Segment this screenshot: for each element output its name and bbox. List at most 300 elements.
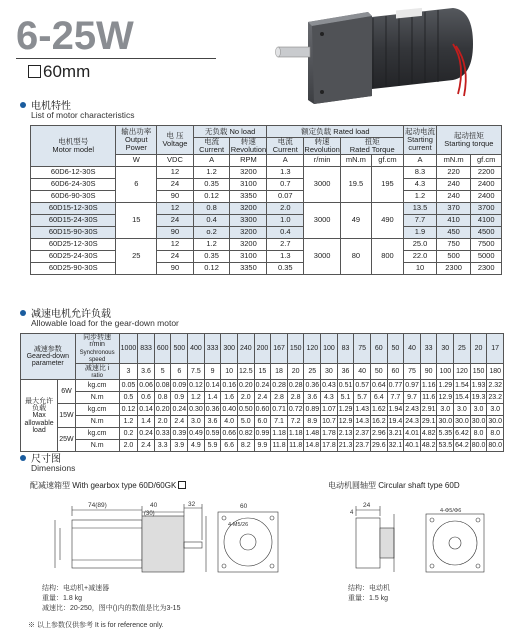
param-header: 减速参数 Geared-down parameter (21, 334, 76, 380)
ratio-cell: 3.6 (138, 364, 155, 380)
unit-cell: N.m (75, 416, 119, 428)
table-cell: 2.43 (404, 404, 421, 416)
load-row (21, 416, 504, 428)
table-cell: 7.7 (404, 214, 437, 226)
note-weight: 重量：1.8 kg (42, 595, 83, 602)
speed-cell: 40 (404, 334, 421, 364)
table-cell: 2.32 (487, 380, 504, 392)
speed-cell: 1000 (119, 334, 138, 364)
table-cell: 0.14 (204, 380, 221, 392)
table-cell: 14.3 (354, 416, 371, 428)
speed-cell: 50 (387, 334, 404, 364)
load-row (21, 380, 504, 392)
table-cell: 0.66 (221, 428, 238, 440)
table-cell: 90 (157, 226, 194, 238)
table-cell: 8.2 (237, 440, 254, 452)
table-cell: 1.43 (354, 404, 371, 416)
table-cell: 2300 (471, 262, 502, 274)
table-cell: 0.24 (171, 404, 188, 416)
table-cell: 0.14 (138, 404, 155, 416)
table-cell: 0.6 (138, 392, 155, 404)
table-cell: 14.8 (304, 440, 321, 452)
table-cell: 32.1 (387, 440, 404, 452)
speed-cell: 200 (254, 334, 271, 364)
table-cell: 11.6 (420, 392, 437, 404)
speed-cell: 833 (138, 334, 155, 364)
table-cell: 4.3 (404, 178, 437, 190)
table-cell: 0.20 (154, 404, 171, 416)
table-cell: 2.91 (420, 404, 437, 416)
table-cell: 12 (157, 238, 194, 250)
unit-cell: W (116, 154, 157, 166)
table-cell: 30.0 (487, 416, 504, 428)
table-cell: 90 (157, 190, 194, 202)
model-cell: 60D6-24-30S (31, 178, 116, 190)
shaft-notes (348, 584, 390, 604)
table-cell: 0.49 (188, 428, 205, 440)
dim-24: 24 (363, 502, 371, 509)
table-cell: 0.30 (188, 404, 205, 416)
speed-cell: 33 (420, 334, 437, 364)
ratio-header: 减速比 i ratio (75, 364, 119, 380)
table-cell: 9.9 (254, 440, 271, 452)
table-cell: 0.71 (271, 404, 288, 416)
table-cell: 21.3 (337, 440, 354, 452)
ratio-cell: 120 (454, 364, 471, 380)
max-load-header: 最大允许负载 Max allowable load (21, 380, 58, 452)
table-cell: 0.39 (171, 428, 188, 440)
table-cell: 0.77 (387, 380, 404, 392)
table-cell: 0.35 (193, 250, 230, 262)
ratio-cell: 40 (354, 364, 371, 380)
table-cell: 7500 (471, 238, 502, 250)
speed-cell: 17 (487, 334, 504, 364)
sync-header: 同步转速r/min Synchronous speed (75, 334, 119, 364)
table-cell: 0.40 (221, 404, 238, 416)
table-cell: 0.12 (188, 380, 205, 392)
ratio-cell: 12.5 (237, 364, 254, 380)
title-divider (16, 58, 216, 59)
dim-m5: 4-M5/26 (228, 522, 249, 528)
shaft-caption: 电动机圆轴型 Circular shaft type 60D (328, 481, 460, 490)
gearbox-dimension-drawing (30, 498, 290, 576)
table-cell: 1.93 (470, 380, 487, 392)
table-cell: 3.6 (304, 392, 321, 404)
table-cell: 80.0 (487, 440, 504, 452)
ratio-cell: 7.5 (188, 364, 205, 380)
table-cell: 0.64 (370, 380, 387, 392)
allowable-load-table (20, 333, 504, 452)
table-cell: 2400 (471, 190, 502, 202)
frame-size-label: 60mm (43, 62, 91, 81)
table-cell: 4100 (471, 214, 502, 226)
table-cell: 0.59 (204, 428, 221, 440)
table-cell: 6.0 (254, 416, 271, 428)
ratio-cell: 150 (470, 364, 487, 380)
ratio-cell: 60 (387, 364, 404, 380)
table-cell: 24 (157, 250, 194, 262)
table-cell: 800 (371, 238, 404, 274)
table-cell: 1.29 (337, 404, 354, 416)
table-cell: 195 (371, 166, 404, 202)
table-cell: 7.2 (287, 416, 304, 428)
ratio-cell: 5 (154, 364, 171, 380)
col-current-header: 电流 Current (193, 138, 230, 155)
table-cell: 0.08 (154, 380, 171, 392)
table-cell: 5000 (471, 250, 502, 262)
table-cell: 0.43 (321, 380, 338, 392)
ratio-cell: 180 (487, 364, 504, 380)
table-cell: 12 (157, 202, 194, 214)
table-cell: 1.3 (267, 250, 304, 262)
table-cell: 3.0 (470, 404, 487, 416)
ratio-cell: 90 (420, 364, 437, 380)
table-cell: 2.4 (138, 440, 155, 452)
table-cell: 5.7 (354, 392, 371, 404)
ratio-cell: 18 (271, 364, 288, 380)
ratio-cell: 6 (171, 364, 188, 380)
page-title: 6-25W (16, 14, 134, 58)
table-cell: 19.3 (470, 392, 487, 404)
ratio-cell: 36 (337, 364, 354, 380)
model-cell: 60D25-90-30S (31, 262, 116, 274)
table-cell: 3200 (230, 166, 267, 178)
table-cell: 0.12 (193, 262, 230, 274)
table-cell: 3200 (230, 238, 267, 250)
table-cell: 4.9 (188, 440, 205, 452)
table-cell: 1.16 (420, 380, 437, 392)
model-cell: 60D25-24-30S (31, 250, 116, 262)
speed-cell: 75 (354, 334, 371, 364)
table-cell: 1.4 (138, 416, 155, 428)
table-cell: 3.0 (437, 404, 454, 416)
speed-cell: 120 (304, 334, 321, 364)
table-row (31, 262, 502, 274)
table-row (31, 178, 502, 190)
table-cell: 2.13 (337, 428, 354, 440)
table-cell: 2.0 (267, 202, 304, 214)
table-cell: 1.0 (267, 214, 304, 226)
table-cell: 4.0 (221, 416, 238, 428)
table-cell: 0.07 (267, 190, 304, 202)
table-cell: 2300 (436, 262, 471, 274)
table-cell: 240 (436, 178, 471, 190)
dim-74: 74(89) (88, 502, 107, 509)
table-cell: 0.36 (204, 404, 221, 416)
ratio-cell: 9 (204, 364, 221, 380)
unit-cell: A (404, 154, 437, 166)
table-cell: 8.0 (487, 428, 504, 440)
table-cell: 3100 (230, 178, 267, 190)
footnote: ※ 以上参数仅供参考 It is for reference only. (28, 622, 164, 629)
table-cell: 3000 (304, 238, 341, 274)
table-cell: 8.9 (304, 416, 321, 428)
table-cell: 0.16 (221, 380, 238, 392)
table-cell: 0.09 (171, 380, 188, 392)
table-cell: 90 (157, 262, 194, 274)
table-cell: 13.5 (404, 202, 437, 214)
table-cell: 0.06 (138, 380, 155, 392)
power-cell: 25 (116, 238, 157, 274)
ratio-cell: 100 (437, 364, 454, 380)
table-cell: 2.7 (267, 238, 304, 250)
unit-cell: kg.cm (75, 380, 119, 392)
table-cell: 7.7 (387, 392, 404, 404)
table-cell: 64.2 (454, 440, 471, 452)
table-cell: 1.07 (321, 404, 338, 416)
table-cell: 1.62 (370, 404, 387, 416)
table-row (31, 238, 502, 250)
table-cell: 24.3 (404, 416, 421, 428)
speed-cell: 100 (321, 334, 338, 364)
shaft-dimension-drawing (330, 498, 510, 576)
section-load-subtitle: Allowable load for the gear-down motor (31, 318, 179, 328)
speed-cell: 83 (337, 334, 354, 364)
table-cell: 0.24 (138, 428, 155, 440)
table-cell: 2.4 (254, 392, 271, 404)
table-cell: 0.4 (193, 214, 230, 226)
ratio-cell: 3 (119, 364, 138, 380)
table-cell: 0.05 (119, 380, 138, 392)
bullet-icon (20, 455, 26, 461)
table-cell: 3100 (230, 250, 267, 262)
section-title-text: 尺寸图 (31, 454, 61, 465)
table-row (31, 250, 502, 262)
table-cell: 1.18 (271, 428, 288, 440)
table-cell: 16.2 (370, 416, 387, 428)
unit-cell: VDC (157, 154, 194, 166)
unit-cell: r/min (304, 154, 341, 166)
col-rated-torque-header: 扭矩 Rated Torque (341, 138, 404, 155)
speed-cell: 400 (188, 334, 205, 364)
table-cell: 8.3 (404, 166, 437, 178)
bullet-icon (20, 310, 26, 316)
speed-cell: 30 (437, 334, 454, 364)
table-cell: 80 (341, 238, 372, 274)
table-cell: 3.6 (204, 416, 221, 428)
table-cell: 3.0 (454, 404, 471, 416)
table-cell: 0.97 (404, 380, 421, 392)
note-structure: 结构：电动机 (348, 585, 390, 592)
table-cell: 1.4 (204, 392, 221, 404)
table-cell: 15.4 (454, 392, 471, 404)
model-cell: 60D25-12-30S (31, 238, 116, 250)
ratio-cell: 25 (304, 364, 321, 380)
square-icon (28, 65, 41, 78)
table-cell: 0.60 (254, 404, 271, 416)
unit-cell: kg.cm (75, 404, 119, 416)
dim-4: 4 (350, 510, 354, 516)
table-cell: 3000 (304, 166, 341, 202)
power-cell: 15 (116, 202, 157, 238)
frame-size (28, 62, 90, 82)
section-title-text: 电机特性 (31, 101, 71, 112)
table-cell: 0.28 (271, 380, 288, 392)
table-cell: 25.0 (404, 238, 437, 250)
table-cell: 1.2 (193, 238, 230, 250)
table-cell: 5.1 (337, 392, 354, 404)
note-structure: 结构：电动机+减速器 (42, 585, 110, 592)
model-cell: 60D15-24-30S (31, 214, 116, 226)
table-cell: 5.0 (237, 416, 254, 428)
noload-header: 无负载 No load (193, 126, 267, 138)
table-cell: 3.0 (188, 416, 205, 428)
table-cell: 240 (436, 190, 471, 202)
table-cell: 0.50 (237, 404, 254, 416)
table-cell: 3.21 (387, 428, 404, 440)
table-cell: 1.54 (454, 380, 471, 392)
gearbox-caption: 配减速箱型 With gearbox type 60D/60GK (30, 480, 188, 491)
table-cell: 1.9 (404, 226, 437, 238)
table-cell: 24 (157, 178, 194, 190)
table-cell: 17.8 (321, 440, 338, 452)
dim-30: (30) (144, 511, 155, 517)
ratio-cell: 10 (221, 364, 238, 380)
table-cell: 3200 (230, 202, 267, 214)
col-rated-revolution-header: 转速 Revolution (304, 137, 340, 154)
table-cell: 490 (371, 202, 404, 238)
table-cell: 410 (436, 214, 471, 226)
table-cell: 4.01 (404, 428, 421, 440)
col-voltage-header: 电 压 Voltage (157, 126, 194, 155)
col-output-header: 输出功率 Output Power (116, 126, 157, 155)
table-cell: 0.12 (119, 404, 138, 416)
unit-cell: N.m (75, 392, 119, 404)
table-cell: 1.29 (437, 380, 454, 392)
table-row (31, 190, 502, 202)
unit-cell: A (267, 154, 304, 166)
col-rated-current-header: 电流 Current (267, 138, 304, 155)
table-cell: 3000 (304, 202, 341, 238)
load-row (21, 392, 504, 404)
table-cell: 6.42 (454, 428, 471, 440)
table-cell: 8.0 (470, 428, 487, 440)
table-cell: 1.3 (267, 166, 304, 178)
table-cell: 3350 (230, 190, 267, 202)
table-cell: 9.7 (404, 392, 421, 404)
table-cell: 3200 (230, 226, 267, 238)
table-cell: 3.9 (171, 440, 188, 452)
dim-32: 32 (188, 501, 196, 508)
model-cell: 60D6-90-30S (31, 190, 116, 202)
table-cell: 2.8 (271, 392, 288, 404)
col-starting-current-header: 起动电流 Starting current (404, 126, 437, 155)
load-row (21, 404, 504, 416)
power-cell: 6 (116, 166, 157, 202)
speed-cell: 333 (204, 334, 221, 364)
table-cell: 10.7 (321, 416, 338, 428)
table-cell: 1.6 (221, 392, 238, 404)
table-cell: 23.2 (487, 392, 504, 404)
ratio-cell: 20 (287, 364, 304, 380)
table-cell: 0.8 (154, 392, 171, 404)
table-cell: 11.8 (287, 440, 304, 452)
dim-phi: 4-Φ5/Φ6 (440, 508, 462, 514)
gear-motor-image (268, 4, 478, 104)
unit-cell: A (193, 154, 230, 166)
unit-cell: mN.m (341, 154, 372, 166)
unit-cell: mN.m (436, 154, 471, 166)
table-cell: 23.7 (354, 440, 371, 452)
watt-cell: 6W (58, 380, 75, 404)
table-cell: 0.20 (237, 380, 254, 392)
unit-cell: gf.cm (371, 154, 404, 166)
table-cell: 2.0 (237, 392, 254, 404)
table-cell: 2.96 (370, 428, 387, 440)
table-cell: 48.2 (420, 440, 437, 452)
table-cell: 0.35 (193, 178, 230, 190)
table-cell: 3.3 (154, 440, 171, 452)
table-cell: 29.1 (420, 416, 437, 428)
speed-cell: 20 (470, 334, 487, 364)
table-row (31, 166, 502, 178)
table-cell: 0.9 (171, 392, 188, 404)
table-cell: 1.2 (119, 416, 138, 428)
unit-cell: kg.cm (75, 428, 119, 440)
table-cell: 6.6 (221, 440, 238, 452)
dim-40: 40 (150, 502, 158, 509)
table-cell: 0.4 (267, 226, 304, 238)
table-cell: 40.1 (404, 440, 421, 452)
table-cell: 30.0 (437, 416, 454, 428)
watt-cell: 15W (58, 404, 75, 428)
table-cell: 6.4 (370, 392, 387, 404)
table-cell: 2.0 (154, 416, 171, 428)
gearbox-notes (42, 584, 180, 614)
table-cell: 4.3 (321, 392, 338, 404)
table-cell: 0.12 (193, 190, 230, 202)
table-cell: 0.5 (119, 392, 138, 404)
table-cell: 2.8 (287, 392, 304, 404)
table-cell: 2400 (471, 178, 502, 190)
model-cell: 60D6-12-30S (31, 166, 116, 178)
ratio-cell: 50 (370, 364, 387, 380)
unit-cell: N.m (75, 440, 119, 452)
table-cell: 7.1 (271, 416, 288, 428)
note-ratio: 减速比：20-250，图中()内的数值是比为3-15 (42, 605, 181, 612)
table-cell: 0.36 (304, 380, 321, 392)
table-cell: 30.0 (470, 416, 487, 428)
table-cell: 24 (157, 214, 194, 226)
section-dimensions-subtitle: Dimensions (31, 463, 76, 473)
table-row (31, 214, 502, 226)
ratio-cell: 15 (254, 364, 271, 380)
table-cell: 0.2 (119, 428, 138, 440)
dim-60-square: 60 (240, 503, 248, 510)
speed-cell: 500 (171, 334, 188, 364)
table-cell: 750 (436, 238, 471, 250)
table-cell: 3300 (230, 214, 267, 226)
table-cell: 1.94 (387, 404, 404, 416)
table-cell: 1.2 (404, 190, 437, 202)
speed-cell: 150 (287, 334, 304, 364)
table-cell: 1.18 (287, 428, 304, 440)
table-cell: 1.78 (321, 428, 338, 440)
table-cell: 370 (436, 202, 471, 214)
table-cell: 0.28 (287, 380, 304, 392)
table-cell: 49 (341, 202, 372, 238)
table-cell: 22.0 (404, 250, 437, 262)
square-icon (178, 481, 186, 489)
table-cell: 19.5 (341, 166, 372, 202)
table-cell: 4.82 (420, 428, 437, 440)
table-cell: 0.82 (237, 428, 254, 440)
speed-cell: 600 (154, 334, 171, 364)
table-cell: 220 (436, 166, 471, 178)
section-title-text: 减速电机允许负载 (31, 309, 111, 320)
table-cell: 0.33 (154, 428, 171, 440)
table-cell: 500 (436, 250, 471, 262)
